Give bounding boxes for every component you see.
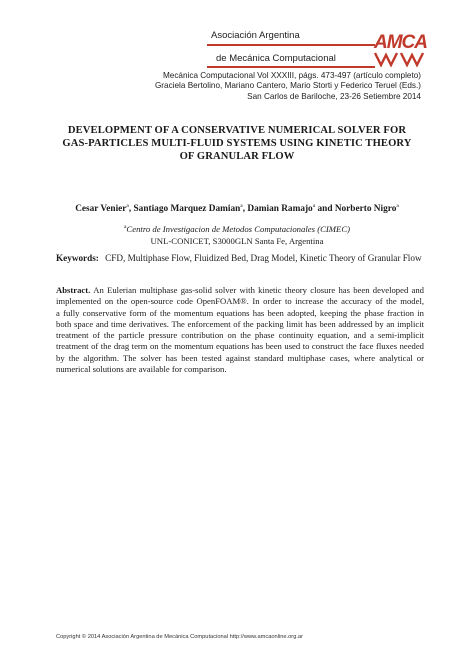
author-name: Santiago Marquez Damian: [133, 204, 241, 214]
association-banner: [203, 27, 429, 69]
affiliation-address: UNL-CONICET, S3000GLN Santa Fe, Argentina: [150, 235, 324, 246]
association-name-line2: de Mecánica Computacional: [216, 53, 336, 64]
keywords-text: CFD, Multiphase Flow, Fluidized Bed, Drag Model, Kinetic Theory of Granular Flow: [105, 253, 422, 263]
affiliation-mark: a: [123, 224, 127, 230]
keywords-section: [56, 253, 422, 265]
abstract-label: Abstract.: [56, 285, 91, 295]
affiliation-mark: a: [396, 203, 399, 209]
abstract-line: numerical solutions are available for comparison.: [56, 364, 227, 375]
abstract-line: treatment of the particle pressure contribution on the phase continuity equation, and a semi-implicit: [56, 330, 424, 341]
affiliation-institution: Centro de Investigacion de Metodos Computacionales (CIMEC): [126, 224, 351, 234]
author-name: Cesar Venier: [75, 204, 127, 214]
author-separator: ,: [128, 204, 134, 214]
paper-title: [50, 124, 424, 164]
proceedings-editors: Graciela Bertolino, Mariano Cantero, Mario Storti y Federico Teruel (Eds.): [154, 81, 421, 91]
affiliation-mark: a: [126, 203, 129, 209]
affiliation-mark: a: [312, 203, 316, 209]
title-line: DEVELOPMENT OF A CONSERVATIVE NUMERICAL SOLVER FOR: [67, 125, 407, 136]
association-name-line1: Asociación Argentina: [211, 30, 300, 41]
author-name: Norberto Nigro: [334, 204, 397, 214]
amca-logo: [373, 29, 429, 69]
title-line: OF GRANULAR FLOW: [179, 151, 295, 163]
amca-logo-text: AMCA: [374, 32, 427, 53]
abstract-line: An Eulerian multiphase gas-solid solver with kinetic theory closure has been developed and: [93, 285, 424, 295]
proceedings-location-date: San Carlos de Bariloche, 23-26 Setiembre 2014: [247, 91, 421, 101]
affiliation: [30, 222, 444, 247]
proceedings-volume: Mecánica Computacional Vol XXXIII, págs. 473-497 (artículo completo): [162, 71, 421, 80]
abstract-section: [56, 285, 424, 375]
abstract-line: implemented on the open-source code OpenFOAM®. In order to increase the accuracy of the model,: [56, 296, 424, 307]
abstract-line: a fully conservative form of the momentum equations has been adopted, keeping the phase fraction in: [56, 307, 424, 318]
abstract-line: by the algorithm. The solver has been tested against standard multiphase cases, where analytical or: [56, 352, 424, 363]
title-line: GAS-PARTICLES MULTI-FLUID SYSTEMS USING KINETIC THEORY: [62, 138, 412, 150]
abstract-line: both space and time derivatives. The enforcement of the packing limit has been addressed by an implicit: [56, 318, 424, 329]
banner-divider-bottom: [207, 66, 375, 68]
proceedings-info: [155, 71, 421, 102]
author-list: [30, 203, 444, 214]
keywords-label: Keywords:: [56, 253, 99, 263]
author-separator: ,: [242, 204, 248, 214]
affiliation-mark: a: [240, 203, 243, 209]
author-separator: and: [315, 204, 335, 214]
banner-divider-top: [207, 44, 375, 46]
abstract-line: treatment of the drag term on the momentum equations has been used to construct the face fluxes needed: [56, 341, 424, 352]
author-name: Damian Ramajo: [247, 204, 313, 214]
copyright-footer: Copyright © 2014 Asociación Argentina de Mecánica Computacional http://www.amcaonline.org.ar: [56, 634, 303, 640]
